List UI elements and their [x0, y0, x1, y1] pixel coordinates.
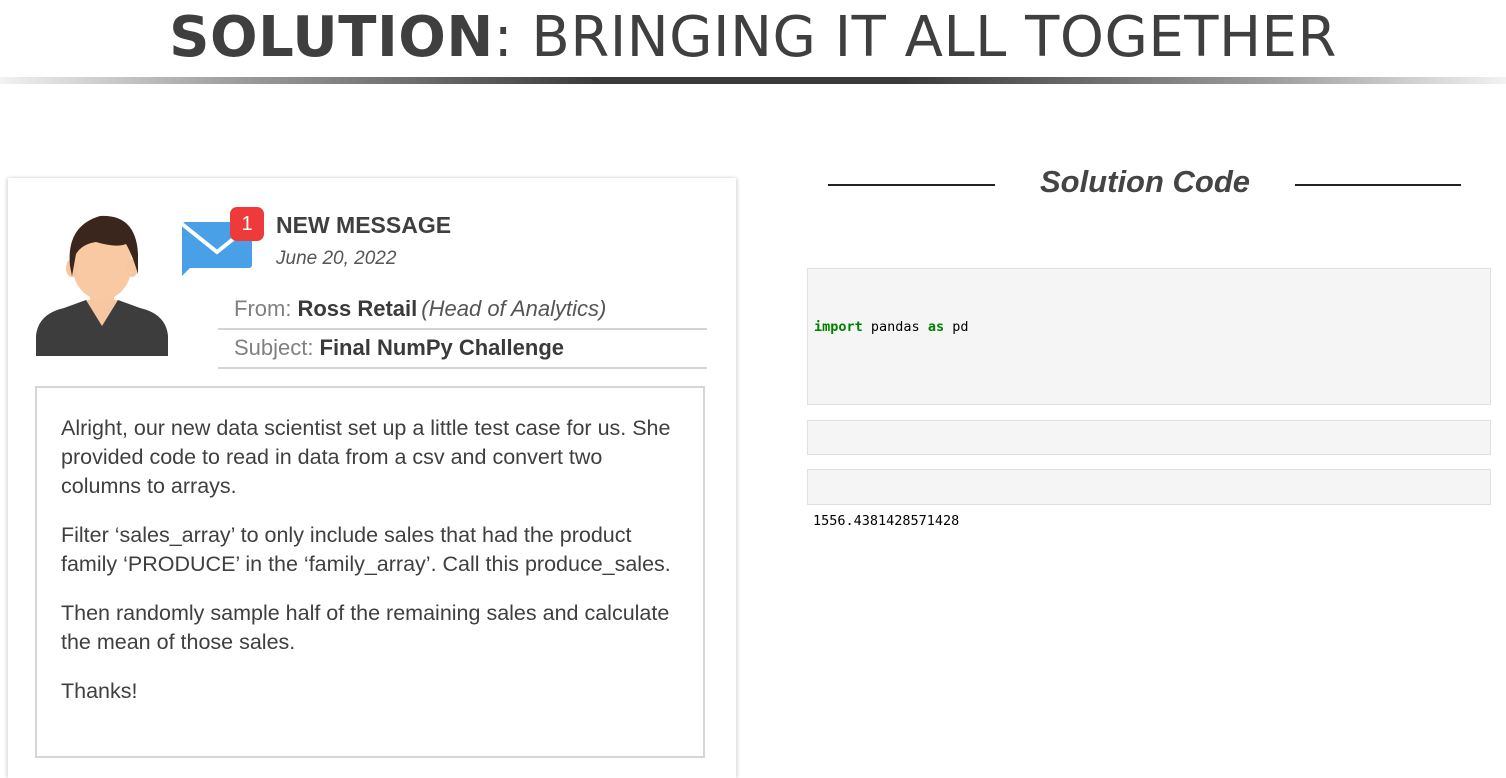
from-name: Ross Retail: [297, 296, 418, 321]
from-row: [218, 290, 707, 330]
subject-label: Subject:: [234, 335, 314, 360]
from-label: From:: [234, 296, 292, 321]
subject-value: Final NumPy Challenge: [319, 335, 564, 360]
code-line: import pandas as pd: [814, 319, 969, 335]
solution-heading: Solution Code: [1039, 164, 1251, 199]
slide-title-rest: : BRINGING IT ALL TOGETHER: [493, 5, 1337, 70]
code-output: 1556.4381428571428: [813, 513, 960, 529]
message-paragraph: Thanks!: [61, 679, 138, 703]
message-paragraph: Filter ‘sales_array’ to only include sales that had the product family ‘PRODUCE’ in the ‘family_array’. Call this produce_sales.: [61, 523, 671, 576]
notification-badge: 1: [230, 207, 264, 241]
slide-title: [0, 4, 1506, 72]
from-role: (Head of Analytics): [421, 296, 607, 321]
solution-rule-right: [1295, 184, 1461, 186]
solution-rule-left: [828, 184, 995, 186]
code-cell-1[interactable]: [807, 268, 1491, 405]
message-card: [8, 178, 736, 778]
message-body: [35, 386, 705, 758]
message-paragraph: Alright, our new data scientist set up a little test case for us. She provided code to read in data from a csv and convert two columns to arrays.: [61, 416, 671, 498]
code-cell-2[interactable]: [807, 420, 1491, 455]
code-cell-3[interactable]: [807, 469, 1491, 505]
slide-title-bold: SOLUTION: [169, 5, 494, 70]
message-heading: NEW MESSAGE: [276, 212, 452, 238]
subject-row: [218, 329, 707, 369]
code-line-blank: [814, 377, 1490, 397]
title-divider: [0, 77, 1506, 84]
message-paragraph: Then randomly sample half of the remaining sales and calculate the mean of those sales.: [61, 601, 670, 654]
message-date: June 20, 2022: [276, 248, 397, 269]
person-avatar-icon: [36, 214, 168, 356]
